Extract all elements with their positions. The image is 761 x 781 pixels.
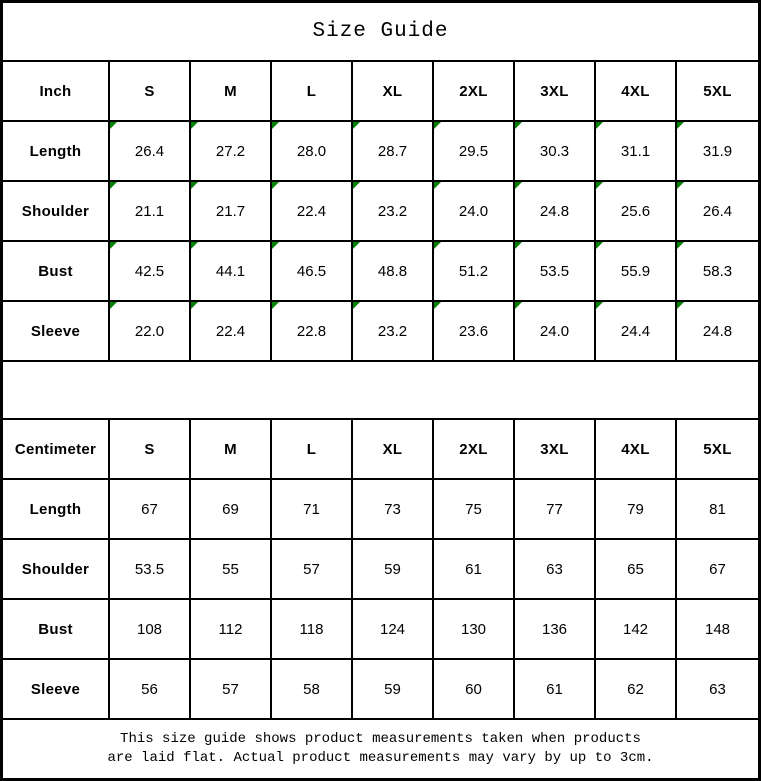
cm-value-cell (596, 540, 677, 600)
cell-value: 69 (222, 500, 239, 518)
cm-value-cell (434, 480, 515, 540)
cm-value-cell (434, 660, 515, 720)
cm-value-cell (110, 660, 191, 720)
stored-as-text-flag-icon (353, 182, 360, 189)
cm-value-cell (353, 480, 434, 540)
cm-size-header-xl: XL (353, 420, 434, 480)
cm-row-label-bust: Bust (3, 600, 110, 660)
inch-size-header-5xl: 5XL (677, 62, 758, 122)
cell-value: 58.3 (702, 262, 733, 280)
cell-value: 46.5 (296, 262, 327, 280)
cm-value-cell (677, 660, 758, 720)
stored-as-text-flag-icon (191, 122, 198, 129)
cell-value: 61 (546, 680, 563, 698)
inch-row-label-sleeve: Sleeve (3, 302, 110, 362)
inch-value-cell (191, 182, 272, 242)
inch-value-cell (596, 122, 677, 182)
cell-value: 42.5 (134, 262, 165, 280)
cell-value: 118 (299, 620, 324, 638)
cm-value-cell (596, 660, 677, 720)
stored-as-text-flag-icon (191, 302, 198, 309)
cm-size-header-3xl: 3XL (515, 420, 596, 480)
inch-value-cell (434, 182, 515, 242)
cm-size-header-4xl: 4XL (596, 420, 677, 480)
cell-value: 61 (465, 560, 482, 578)
inch-value-cell (677, 302, 758, 362)
inch-value-cell (677, 182, 758, 242)
table-gap-row (3, 362, 758, 420)
cell-value: 148 (704, 620, 731, 638)
cell-value: 28.0 (296, 142, 327, 160)
cell-value: 24.0 (458, 202, 489, 220)
inch-value-cell (191, 242, 272, 302)
cell-value: 71 (303, 500, 320, 518)
stored-as-text-flag-icon (596, 122, 603, 129)
cm-value-cell (677, 480, 758, 540)
footer-note-line2: are laid flat. Actual product measurements may vary by up to 3cm. (107, 750, 654, 766)
cm-value-cell (515, 600, 596, 660)
inch-value-cell (272, 242, 353, 302)
cell-value: 22.4 (296, 202, 327, 220)
cell-value: 142 (622, 620, 649, 638)
cm-row-label-sleeve: Sleeve (3, 660, 110, 720)
inch-value-cell (353, 182, 434, 242)
cell-value: 26.4 (134, 142, 165, 160)
inch-value-cell (515, 302, 596, 362)
cm-value-cell (110, 540, 191, 600)
stored-as-text-flag-icon (353, 122, 360, 129)
inch-value-cell (434, 122, 515, 182)
cell-value: 56 (141, 680, 158, 698)
cm-size-header-s: S (110, 420, 191, 480)
cell-value: 23.6 (458, 322, 489, 340)
stored-as-text-flag-icon (191, 182, 198, 189)
cell-value: 21.1 (134, 202, 165, 220)
cell-value: 22.8 (296, 322, 327, 340)
stored-as-text-flag-icon (677, 122, 684, 129)
inch-value-cell (596, 182, 677, 242)
cell-value: 57 (303, 560, 320, 578)
stored-as-text-flag-icon (110, 302, 117, 309)
cm-size-header-l: L (272, 420, 353, 480)
inch-value-cell (434, 302, 515, 362)
cell-value: 25.6 (620, 202, 651, 220)
stored-as-text-flag-icon (272, 182, 279, 189)
stored-as-text-flag-icon (596, 182, 603, 189)
inch-value-cell (353, 122, 434, 182)
cm-value-cell (515, 540, 596, 600)
cell-value: 79 (627, 500, 644, 518)
stored-as-text-flag-icon (515, 302, 522, 309)
cell-value: 24.4 (620, 322, 651, 340)
cm-value-cell (110, 480, 191, 540)
stored-as-text-flag-icon (515, 122, 522, 129)
cell-value: 29.5 (458, 142, 489, 160)
cm-value-cell (272, 660, 353, 720)
cell-value: 75 (465, 500, 482, 518)
cell-value: 81 (709, 500, 726, 518)
inch-value-cell (110, 122, 191, 182)
inch-table (3, 62, 758, 362)
cell-value: 67 (709, 560, 726, 578)
cell-value: 63 (546, 560, 563, 578)
inch-value-cell (191, 302, 272, 362)
cell-value: 31.1 (620, 142, 651, 160)
cm-value-cell (596, 600, 677, 660)
inch-row-label-bust: Bust (3, 242, 110, 302)
cell-value: 57 (222, 680, 239, 698)
cell-value: 124 (379, 620, 406, 638)
footer-note-line1: This size guide shows product measurements taken when products (120, 731, 641, 747)
stored-as-text-flag-icon (677, 182, 684, 189)
inch-value-cell (515, 242, 596, 302)
page-title: Size Guide (3, 3, 758, 62)
stored-as-text-flag-icon (272, 122, 279, 129)
stored-as-text-flag-icon (515, 182, 522, 189)
cm-value-cell (353, 660, 434, 720)
cm-value-cell (191, 660, 272, 720)
cell-value: 23.2 (377, 322, 408, 340)
centimeter-table (3, 420, 758, 720)
stored-as-text-flag-icon (677, 242, 684, 249)
inch-value-cell (596, 242, 677, 302)
cell-value: 59 (384, 680, 401, 698)
cm-value-cell (515, 660, 596, 720)
cell-value: 65 (627, 560, 644, 578)
cm-size-header-m: M (191, 420, 272, 480)
cell-value: 24.8 (702, 322, 733, 340)
cell-value: 21.7 (215, 202, 246, 220)
cell-value: 27.2 (215, 142, 246, 160)
cell-value: 30.3 (539, 142, 570, 160)
inch-value-cell (677, 242, 758, 302)
stored-as-text-flag-icon (434, 242, 441, 249)
inch-value-cell (596, 302, 677, 362)
cell-value: 31.9 (702, 142, 733, 160)
cell-value: 26.4 (702, 202, 733, 220)
inch-size-header-2xl: 2XL (434, 62, 515, 122)
stored-as-text-flag-icon (353, 242, 360, 249)
inch-value-cell (272, 302, 353, 362)
stored-as-text-flag-icon (434, 302, 441, 309)
inch-row-label-shoulder: Shoulder (3, 182, 110, 242)
inch-value-cell (353, 302, 434, 362)
inch-value-cell (110, 182, 191, 242)
inch-value-cell (272, 122, 353, 182)
cell-value: 24.0 (539, 322, 570, 340)
stored-as-text-flag-icon (677, 302, 684, 309)
cm-value-cell (110, 600, 191, 660)
cell-value: 77 (546, 500, 563, 518)
stored-as-text-flag-icon (191, 242, 198, 249)
stored-as-text-flag-icon (272, 302, 279, 309)
cm-value-cell (191, 480, 272, 540)
cell-value: 22.4 (215, 322, 246, 340)
cell-value: 28.7 (377, 142, 408, 160)
cm-value-cell (272, 480, 353, 540)
cell-value: 63 (709, 680, 726, 698)
inch-size-header-3xl: 3XL (515, 62, 596, 122)
cell-value: 53.5 (134, 560, 165, 578)
cm-value-cell (434, 540, 515, 600)
inch-value-cell (191, 122, 272, 182)
cell-value: 73 (384, 500, 401, 518)
cell-value: 53.5 (539, 262, 570, 280)
cell-value: 48.8 (377, 262, 408, 280)
stored-as-text-flag-icon (434, 182, 441, 189)
stored-as-text-flag-icon (353, 302, 360, 309)
cm-value-cell (191, 600, 272, 660)
inch-size-header-4xl: 4XL (596, 62, 677, 122)
stored-as-text-flag-icon (272, 242, 279, 249)
cell-value: 55 (222, 560, 239, 578)
cm-row-label-shoulder: Shoulder (3, 540, 110, 600)
inch-value-cell (515, 122, 596, 182)
inch-value-cell (515, 182, 596, 242)
cell-value: 62 (627, 680, 644, 698)
stored-as-text-flag-icon (110, 242, 117, 249)
cell-value: 58 (303, 680, 320, 698)
cell-value: 51.2 (458, 262, 489, 280)
cell-value: 44.1 (215, 262, 246, 280)
cm-value-cell (191, 540, 272, 600)
inch-value-cell (434, 242, 515, 302)
cm-size-header-5xl: 5XL (677, 420, 758, 480)
inch-size-header-m: M (191, 62, 272, 122)
cm-value-cell (353, 540, 434, 600)
cm-value-cell (272, 540, 353, 600)
cm-value-cell (677, 600, 758, 660)
stored-as-text-flag-icon (515, 242, 522, 249)
cm-value-cell (353, 600, 434, 660)
cell-value: 24.8 (539, 202, 570, 220)
stored-as-text-flag-icon (596, 242, 603, 249)
cm-size-header-2xl: 2XL (434, 420, 515, 480)
cm-value-cell (515, 480, 596, 540)
inch-value-cell (677, 122, 758, 182)
stored-as-text-flag-icon (434, 122, 441, 129)
inch-value-cell (110, 302, 191, 362)
footer-note (3, 720, 758, 778)
cell-value: 112 (218, 620, 243, 638)
stored-as-text-flag-icon (110, 182, 117, 189)
cell-value: 59 (384, 560, 401, 578)
inch-value-cell (272, 182, 353, 242)
cm-unit-header-cell: Centimeter (3, 420, 110, 480)
cm-value-cell (677, 540, 758, 600)
cell-value: 55.9 (620, 262, 651, 280)
cell-value: 108 (136, 620, 163, 638)
cell-value: 136 (541, 620, 568, 638)
inch-size-header-xl: XL (353, 62, 434, 122)
stored-as-text-flag-icon (596, 302, 603, 309)
cell-value: 60 (465, 680, 482, 698)
cell-value: 23.2 (377, 202, 408, 220)
cm-value-cell (272, 600, 353, 660)
cm-value-cell (434, 600, 515, 660)
inch-unit-header-cell: Inch (3, 62, 110, 122)
inch-row-label-length: Length (3, 122, 110, 182)
inch-value-cell (353, 242, 434, 302)
cell-value: 130 (460, 620, 487, 638)
cm-row-label-length: Length (3, 480, 110, 540)
cm-value-cell (596, 480, 677, 540)
inch-size-header-l: L (272, 62, 353, 122)
stored-as-text-flag-icon (110, 122, 117, 129)
inch-value-cell (110, 242, 191, 302)
inch-size-header-s: S (110, 62, 191, 122)
cell-value: 22.0 (134, 322, 165, 340)
cell-value: 67 (141, 500, 158, 518)
